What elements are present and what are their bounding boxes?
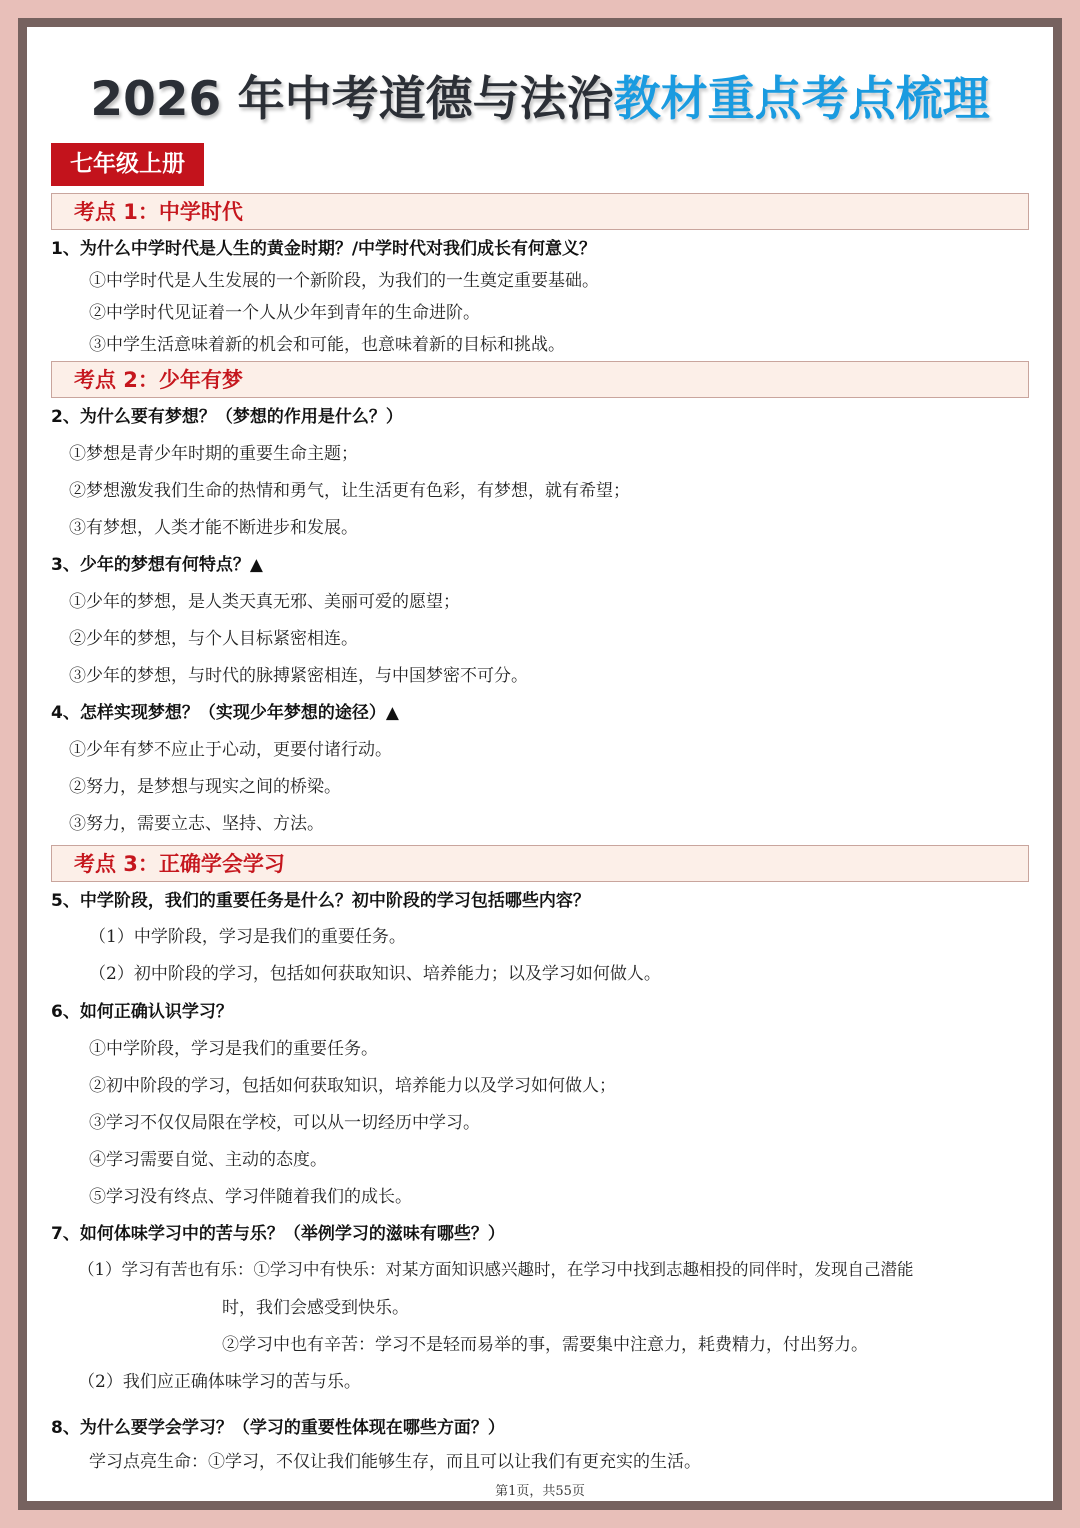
kaodian-3-header: 考点 3：正确学会学习 bbox=[51, 845, 1029, 882]
question-8: 8、为什么要学会学习？（学习的重要性体现在哪些方面？） bbox=[51, 1418, 505, 1438]
answer-line: ①中学阶段，学习是我们的重要任务。 bbox=[89, 1039, 378, 1059]
question-7: 7、如何体味学习中的苦与乐？（举例学习的滋味有哪些？） bbox=[51, 1224, 505, 1244]
answer-line: ①少年有梦不应止于心动，更要付诸行动。 bbox=[69, 740, 392, 760]
answer-line: ③少年的梦想，与时代的脉搏紧密相连，与中国梦密不可分。 bbox=[69, 666, 528, 686]
title-part1: 2026 年中考道德与法治 bbox=[90, 72, 614, 127]
answer-line: ②努力，是梦想与现实之间的桥梁。 bbox=[69, 777, 341, 797]
answer-line: ③学习不仅仅局限在学校，可以从一切经历中学习。 bbox=[89, 1113, 480, 1133]
answer-line: ②梦想激发我们生命的热情和勇气，让生活更有色彩，有梦想，就有希望； bbox=[69, 481, 630, 501]
answer-line: ②学习中也有辛苦：学习不是轻而易举的事，需要集中注意力，耗费精力，付出努力。 bbox=[222, 1335, 868, 1355]
question-1: 1、为什么中学时代是人生的黄金时期？/中学时代对我们成长有何意义？ bbox=[51, 239, 597, 259]
question-6: 6、如何正确认识学习？ bbox=[51, 1002, 233, 1022]
answer-line: ②初中阶段的学习，包括如何获取知识，培养能力以及学习如何做人； bbox=[89, 1076, 616, 1096]
kaodian-1-header: 考点 1：中学时代 bbox=[51, 193, 1029, 230]
kaodian-2-header: 考点 2：少年有梦 bbox=[51, 361, 1029, 398]
answer-line: 时，我们会感受到快乐。 bbox=[222, 1298, 409, 1318]
answer-line: ④学习需要自觉、主动的态度。 bbox=[89, 1150, 327, 1170]
answer-line: ①梦想是青少年时期的重要生命主题； bbox=[69, 444, 358, 464]
answer-line: （1）学习有苦也有乐：①学习中有快乐：对某方面知识感兴趣时，在学习中找到志趣相投的同伴时，发现自己潜能 bbox=[78, 1260, 914, 1279]
answer-line: 学习点亮生命：①学习，不仅让我们能够生存，而且可以让我们有更充实的生活。 bbox=[89, 1452, 701, 1472]
answer-line: ③有梦想，人类才能不断进步和发展。 bbox=[69, 518, 358, 538]
answer-line: ③中学生活意味着新的机会和可能，也意味着新的目标和挑战。 bbox=[89, 335, 565, 355]
answer-line: ②中学时代见证着一个人从少年到青年的生命进阶。 bbox=[89, 303, 480, 323]
grade-label: 七年级上册 bbox=[51, 143, 204, 186]
question-4: 4、怎样实现梦想？（实现少年梦想的途径）▲ bbox=[51, 703, 399, 723]
page-footer: 第1页，共55页 bbox=[495, 1484, 585, 1499]
answer-line: ③努力，需要立志、坚持、方法。 bbox=[69, 814, 324, 834]
question-3: 3、少年的梦想有何特点？▲ bbox=[51, 555, 263, 575]
answer-line: ⑤学习没有终点、学习伴随着我们的成长。 bbox=[89, 1187, 412, 1207]
answer-line: （1）中学阶段，学习是我们的重要任务。 bbox=[89, 927, 406, 947]
answer-line: ①中学时代是人生发展的一个新阶段，为我们的一生奠定重要基础。 bbox=[89, 271, 599, 291]
question-5: 5、中学阶段，我们的重要任务是什么？初中阶段的学习包括哪些内容？ bbox=[51, 891, 590, 911]
question-2: 2、为什么要有梦想？（梦想的作用是什么？） bbox=[51, 407, 403, 427]
answer-line: （2）我们应正确体味学习的苦与乐。 bbox=[78, 1372, 361, 1392]
answer-line: ②少年的梦想，与个人目标紧密相连。 bbox=[69, 629, 358, 649]
page-title bbox=[0, 62, 1080, 129]
answer-line: ①少年的梦想，是人类天真无邪、美丽可爱的愿望； bbox=[69, 592, 460, 612]
title-part2: 教材重点考点梳理 bbox=[613, 72, 990, 127]
answer-line: （2）初中阶段的学习，包括如何获取知识、培养能力；以及学习如何做人。 bbox=[89, 964, 661, 984]
